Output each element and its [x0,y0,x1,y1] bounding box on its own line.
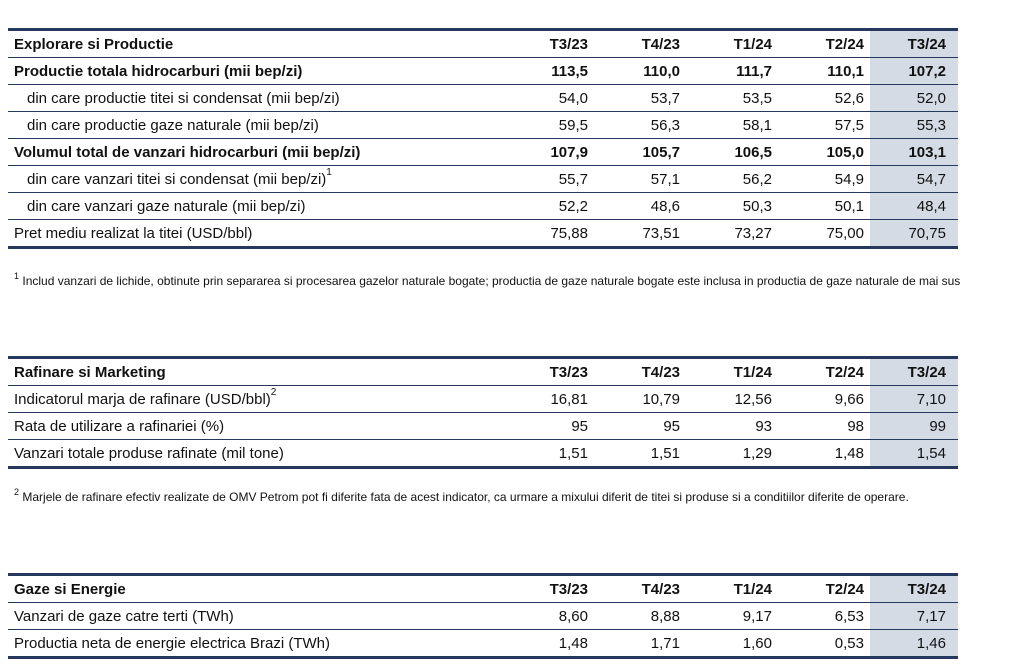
table-row [8,440,958,468]
value-cell: 52,0 [870,85,958,112]
rm-table [8,356,958,469]
row-label: Productie totala hidrocarburi (mii bep/zi) [14,62,303,80]
column-header: T2/24 [778,575,870,603]
table-header-row [8,358,958,386]
ep-table [8,28,958,249]
row-label-cell [8,220,502,248]
row-label: din care vanzari titei si condensat (mii bep/zi) [27,170,327,188]
row-label-cell [8,603,502,630]
row-label: Pret mediu realizat la titei (USD/bbl) [14,224,253,242]
value-cell: 57,5 [778,112,870,139]
table-row [8,220,958,248]
section-title: Gaze si Energie [8,575,502,603]
table-row [8,85,958,112]
table-header-row [8,30,958,58]
value-cell: 9,17 [686,603,778,630]
rm-footnote [14,487,909,504]
row-label: Volumul total de vanzari hidrocarburi (mii bep/zi) [14,143,361,161]
ep-table-body [8,30,958,248]
value-cell: 95 [594,413,686,440]
value-cell: 95 [502,413,594,440]
value-cell: 50,3 [686,193,778,220]
table-row [8,58,958,85]
value-cell: 58,1 [686,112,778,139]
value-cell: 113,5 [502,58,594,85]
value-cell: 1,51 [650,444,680,462]
value-cell: 98 [778,413,870,440]
row-label: din care productie gaze naturale (mii bep/zi) [27,116,319,134]
table-row [8,413,958,440]
section-title: Explorare si Productie [8,30,502,58]
value-cell: 59,5 [502,112,594,139]
table-row [8,603,958,630]
row-label: Rata de utilizare a rafinariei (%) [14,417,225,435]
row-label-cell [8,630,502,658]
value-cell: 6,53 [778,603,870,630]
column-header: T4/23 [594,358,686,386]
row-label-cell [8,386,502,413]
value-cell: 50,1 [778,193,870,220]
footnote-ref: 2 [270,386,277,398]
value-cell: 54,0 [502,85,594,112]
value-cell: 8,88 [594,603,686,630]
row-label-cell [8,413,502,440]
value-cell: 48,6 [594,193,686,220]
column-header: T3/23 [502,358,594,386]
column-header: T3/24 [870,575,958,603]
value-cell: 70,75 [870,220,958,248]
table-row [8,193,958,220]
column-header: T3/23 [502,575,594,603]
value-cell: 56,2 [686,166,778,193]
column-header: T2/24 [778,358,870,386]
value-cell: 9,66 [778,386,870,413]
column-header: T4/23 [594,30,686,58]
value-cell: 16,81 [502,386,594,413]
ep-footnote [14,271,961,288]
value-cell: 93 [686,413,778,440]
value-cell: 10,79 [594,386,686,413]
value-cell: 105,0 [778,139,870,166]
value-cell: 52,6 [778,85,870,112]
value-cell: 54,7 [870,166,958,193]
table-row [8,112,958,139]
row-label-cell [8,440,502,468]
value-cell: 75,88 [550,224,588,242]
column-header: T4/23 [594,575,686,603]
value-cell: 1,54 [870,440,958,468]
value-cell: 106,5 [686,139,778,166]
ep-footnote-text: Includ vanzari de lichide, obtinute prin separarea si procesarea gazelor naturale bogate; productia de gaze naturale bogate este inclusa in productia de gaze naturale de mai sus [22,274,961,288]
footnote-ref: 1 [326,166,332,178]
value-cell: 110,0 [594,58,686,85]
table-row [8,386,958,413]
value-cell: 48,4 [870,193,958,220]
value-cell: 111,7 [686,58,778,85]
value-cell: 57,1 [594,166,686,193]
row-label-cell [8,58,502,85]
value-cell: 55,7 [502,166,594,193]
value-cell: 0,53 [834,634,864,652]
value-cell: 1,51 [558,444,588,462]
ge-table [8,573,958,659]
value-cell: 1,71 [650,634,680,652]
ge-table-body [8,575,958,658]
column-header: T3/24 [870,30,958,58]
row-label-cell [8,166,502,193]
value-cell: 12,56 [686,386,778,413]
value-cell: 107,9 [502,139,594,166]
rm-footnote-text: Marjele de rafinare efectiv realizate de OMV Petrom pot fi diferite fata de acest indicator, ca urmare a mixului diferit de titei si produse si a conditiilor diferite de operare. [22,490,909,504]
column-header: T1/24 [686,30,778,58]
row-label: Vanzari de gaze catre terti (TWh) [14,607,234,625]
rm-footnote-number: 2 [14,487,20,497]
value-cell: 7,17 [870,603,958,630]
value-cell: 7,10 [870,386,958,413]
column-header: T1/24 [686,358,778,386]
value-cell: 107,2 [870,58,958,85]
value-cell: 52,2 [502,193,594,220]
row-label-cell [8,112,502,139]
column-header: T1/24 [686,575,778,603]
row-label: Vanzari totale produse rafinate (mil tone) [14,444,284,462]
table-header-row [8,575,958,603]
column-header: T2/24 [778,30,870,58]
value-cell: 1,46 [870,630,958,658]
value-cell: 1,29 [742,444,772,462]
row-label: Productia neta de energie electrica Brazi (TWh) [14,634,330,652]
row-label-cell [8,193,502,220]
value-cell: 55,3 [870,112,958,139]
value-cell: 75,00 [826,224,864,242]
row-label-cell [8,139,502,166]
value-cell: 1,48 [558,634,588,652]
table-row [8,166,958,193]
value-cell: 53,7 [594,85,686,112]
value-cell: 54,9 [778,166,870,193]
row-label: Indicatorul marja de rafinare (USD/bbl) [14,390,271,408]
value-cell: 56,3 [594,112,686,139]
value-cell: 53,5 [686,85,778,112]
row-label: din care vanzari gaze naturale (mii bep/zi) [27,197,306,215]
rm-table-body [8,358,958,468]
ep-footnote-number: 1 [14,271,20,281]
value-cell: 1,60 [742,634,772,652]
value-cell: 8,60 [502,603,594,630]
value-cell: 1,48 [834,444,864,462]
column-header: T3/23 [502,30,594,58]
row-label-cell [8,85,502,112]
table-row [8,630,958,658]
row-label: din care productie titei si condensat (mii bep/zi) [27,89,340,107]
value-cell: 110,1 [778,58,870,85]
section-title: Rafinare si Marketing [8,358,502,386]
value-cell: 73,51 [642,224,680,242]
value-cell: 73,27 [734,224,772,242]
column-header: T3/24 [870,358,958,386]
value-cell: 99 [870,413,958,440]
value-cell: 105,7 [594,139,686,166]
table-row [8,139,958,166]
value-cell: 103,1 [870,139,958,166]
